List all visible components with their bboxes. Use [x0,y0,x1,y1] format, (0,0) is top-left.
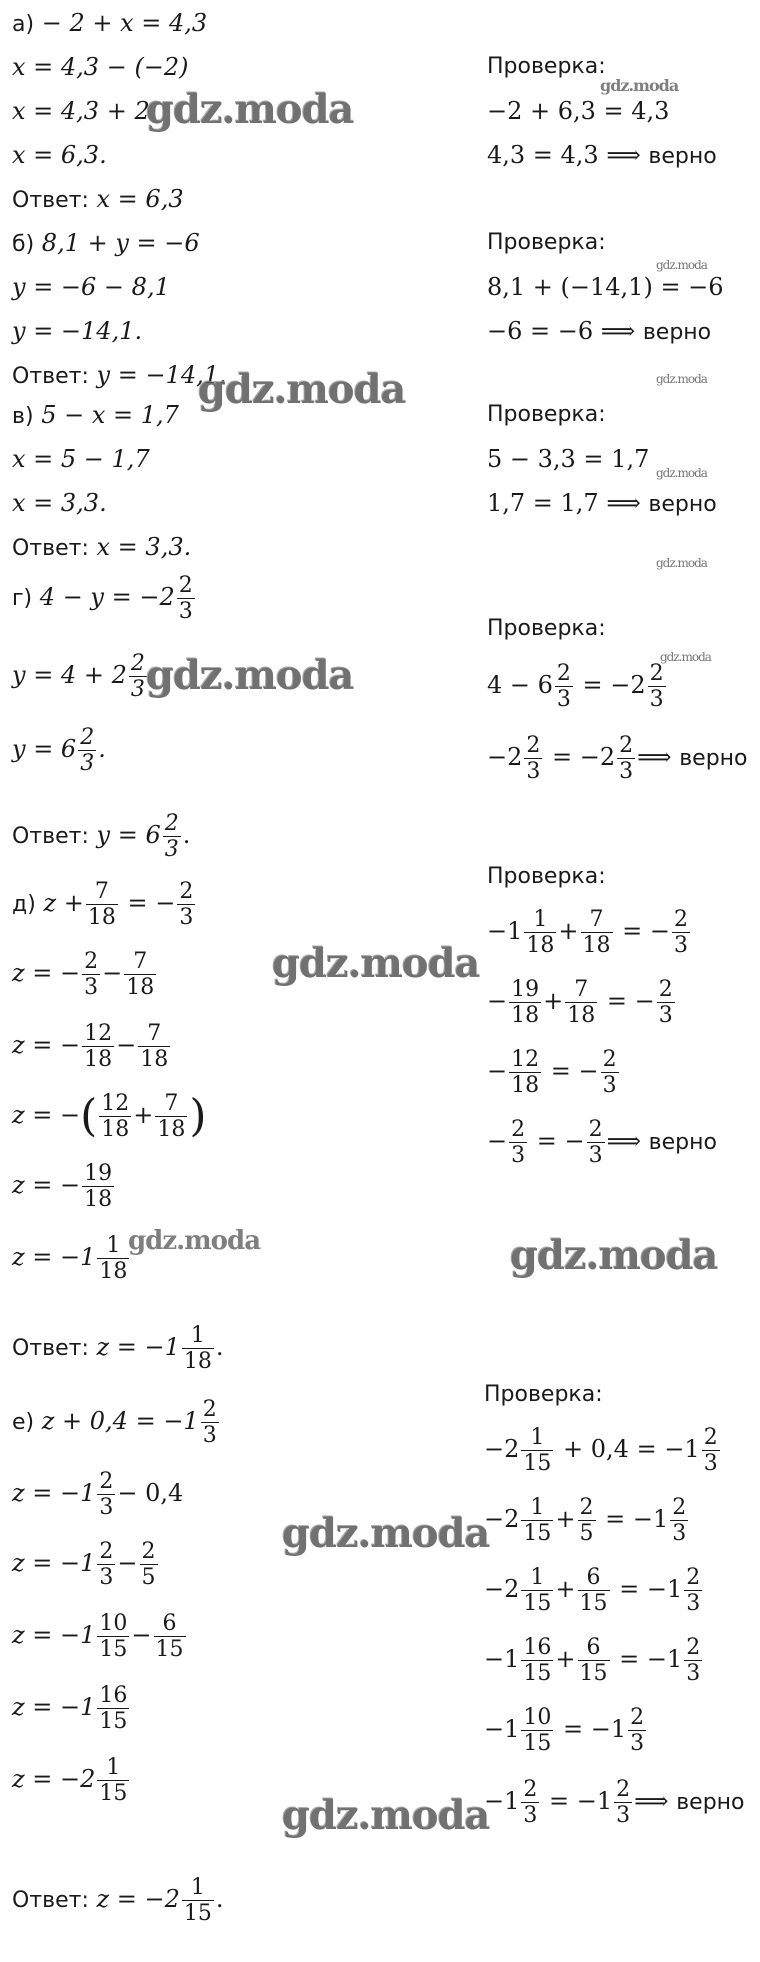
v-check-1: 5 − 3,3 = 1,7 [487,445,650,473]
g-line-2: y = 4 + 2 $\frac{2}{3}$ [12,651,145,702]
v-line-1: в) 5 − x = 1,7 [12,401,179,429]
g-line-3: y = 6 $\frac{2}{3}$ . [12,725,106,776]
g-check-1: 4 − 6 $\frac{2}{3}$ = −2 $\frac{2}{3}$ [487,661,664,712]
watermark: gdz.moda [282,1792,490,1839]
g-line-1: г) 4 − y = −2 $\frac{2}{3}$ [12,573,193,624]
d-check-title: Проверка: [487,864,606,889]
a-line-1: а) − 2 + x = 4,3 [12,9,208,37]
watermark: gdz.moda [510,1232,718,1279]
e-check-4: −1 $\frac{16}{15}$ + $\frac{6}{15}$ = −1 $\frac{2}{3}$ [484,1635,701,1686]
e-check-6: −1 $\frac{2}{3}$ = −1 $\frac{2}{3}$ ⟹ верно [484,1777,745,1828]
e-line-5: z = −1 $\frac{16}{15}$ [12,1683,128,1734]
d-line-3: z = − $\frac{12}{18}$ − $\frac{7}{18}$ [12,1021,169,1072]
watermark: gdz.moda [656,372,707,386]
watermark: gdz.moda [146,86,354,133]
e-line-2: z = −1 $\frac{2}{3}$ − 0,4 [12,1469,184,1520]
g-check-2: −2 $\frac{2}{3}$ = −2 $\frac{2}{3}$ ⟹ верно [487,733,748,784]
watermark: gdz.moda [272,940,480,987]
e-line-6: z = −2 $\frac{1}{15}$ [12,1755,128,1806]
e-check-title: Проверка: [484,1382,603,1407]
watermark: gdz.moda [656,258,707,272]
b-check-2: −6 = −6 ⟹ верно [487,317,712,345]
b-line-3: y = −14,1. [12,317,143,345]
b-check-title: Проверка: [487,230,606,255]
watermark: gdz.moda [198,366,406,413]
watermark: gdz.moda [282,1510,490,1557]
watermark: gdz.moda [146,652,354,699]
a-line-4: x = 6,3. [12,141,107,169]
d-line-5: z = − $\frac{19}{18}$ [12,1161,113,1212]
e-check-2: −2 $\frac{1}{15}$ + $\frac{2}{5}$ = −1 $\frac{2}{3}$ [484,1495,687,1546]
watermark: gdz.moda [660,650,711,664]
e-check-1: −2 $\frac{1}{15}$ + 0,4 = −1 $\frac{2}{3}$ [484,1425,718,1476]
b-line-1: б) 8,1 + y = −6 [12,229,200,257]
b-check-1: 8,1 + (−14,1) = −6 [487,273,724,301]
d-line-4: z = −( $\frac{12}{18}$ + $\frac{7}{18}$ ) [12,1090,207,1142]
a-check-1: −2 + 6,3 = 4,3 [487,97,670,125]
d-line-2: z = − $\frac{2}{3}$ − $\frac{7}{18}$ [12,949,155,1000]
a-answer: Ответ: x = 6,3 [12,185,184,213]
e-check-3: −2 $\frac{1}{15}$ + $\frac{6}{15}$ = −1 $\frac{2}{3}$ [484,1565,701,1616]
e-answer: Ответ: z = −2 $\frac{1}{15}$ . [12,1875,224,1926]
d-check-1: −1 $\frac{1}{18}$ + $\frac{7}{18}$ = − $\frac{2}{3}$ [487,907,688,958]
watermark: gdz.moda [600,76,679,95]
e-line-3: z = −1 $\frac{2}{3}$ − $\frac{2}{5}$ [12,1539,156,1590]
v-answer: Ответ: x = 3,3. [12,533,192,561]
d-answer: Ответ: z = −1 $\frac{1}{18}$ . [12,1323,224,1374]
e-line-4: z = −1 $\frac{10}{15}$ − $\frac{6}{15}$ [12,1611,184,1662]
e-line-1: е) z + 0,4 = −1 $\frac{2}{3}$ [12,1397,217,1448]
d-check-2: − $\frac{19}{18}$ + $\frac{7}{18}$ = − $\frac{2}{3}$ [487,977,673,1028]
a-check-title: Проверка: [487,54,606,79]
e-check-5: −1 $\frac{10}{15}$ = −1 $\frac{2}{3}$ [484,1705,645,1756]
d-check-4: − $\frac{2}{3}$ = − $\frac{2}{3}$ ⟹ верно [487,1117,717,1168]
d-line-6: z = −1 $\frac{1}{18}$ [12,1233,128,1284]
v-line-3: x = 3,3. [12,489,107,517]
b-line-2: y = −6 − 8,1 [12,273,170,301]
g-answer: Ответ: y = 6 $\frac{2}{3}$ . [12,811,191,862]
g-check-title: Проверка: [487,616,606,641]
a-line-2: x = 4,3 − (−2) [12,53,189,81]
d-check-3: − $\frac{12}{18}$ = − $\frac{2}{3}$ [487,1047,617,1098]
b-answer: Ответ: y = −14,1. [12,361,227,389]
watermark: gdz.moda [656,466,707,480]
watermark: gdz.moda [128,1226,261,1256]
v-check-title: Проверка: [487,402,606,427]
d-line-1: д) z + $\frac{7}{18}$ = − $\frac{2}{3}$ [12,879,194,930]
v-line-2: x = 5 − 1,7 [12,445,150,473]
a-line-3: x = 4,3 + 2 [12,97,150,125]
a-check-2: 4,3 = 4,3 ⟹ верно [487,141,717,169]
watermark: gdz.moda [656,556,707,570]
v-check-2: 1,7 = 1,7 ⟹ верно [487,489,717,517]
